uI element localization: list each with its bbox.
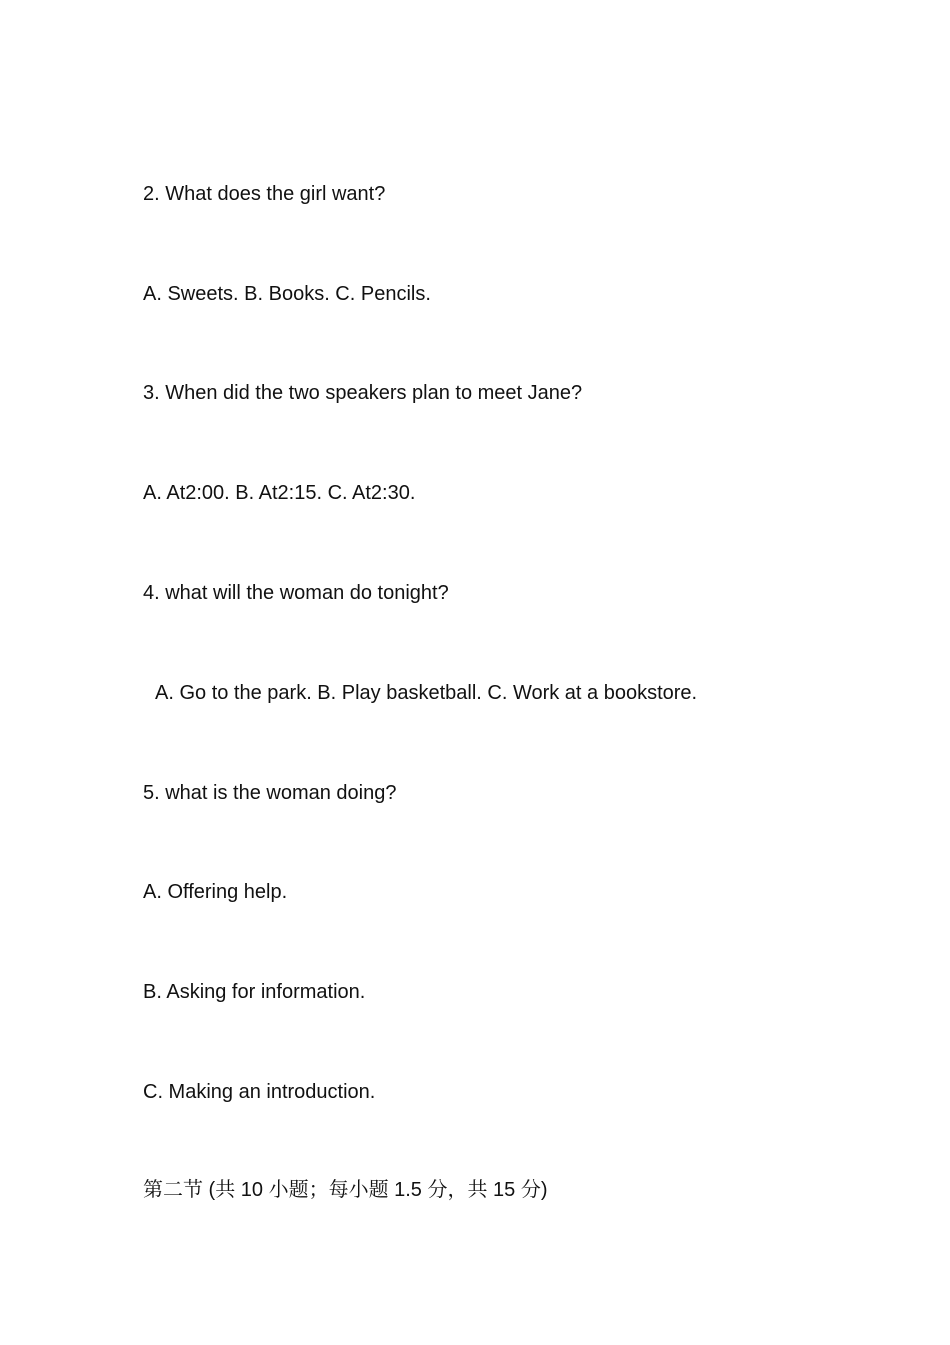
question-5-option-b: B. Asking for information.: [143, 981, 366, 1003]
section-heading: 第二节 (共 10 小题；每小题 1.5 分，共 15 分): [143, 1179, 548, 1201]
question-4-options: A. Go to the park. B. Play basketball. C. Work at a bookstore.: [155, 682, 698, 704]
question-3-options: A. At2:00. B. At2:15. C. At2:30.: [143, 482, 416, 504]
question-4: 4. what will the woman do tonight?: [143, 582, 449, 604]
question-2-options: A. Sweets. B. Books. C. Pencils.: [143, 283, 431, 305]
question-5-option-c: C. Making an introduction.: [143, 1081, 376, 1103]
question-2: 2. What does the girl want?: [143, 183, 386, 205]
question-5-option-a: A. Offering help.: [143, 881, 288, 903]
question-5: 5. what is the woman doing?: [143, 782, 397, 804]
question-3: 3. When did the two speakers plan to meet Jane?: [143, 382, 583, 404]
